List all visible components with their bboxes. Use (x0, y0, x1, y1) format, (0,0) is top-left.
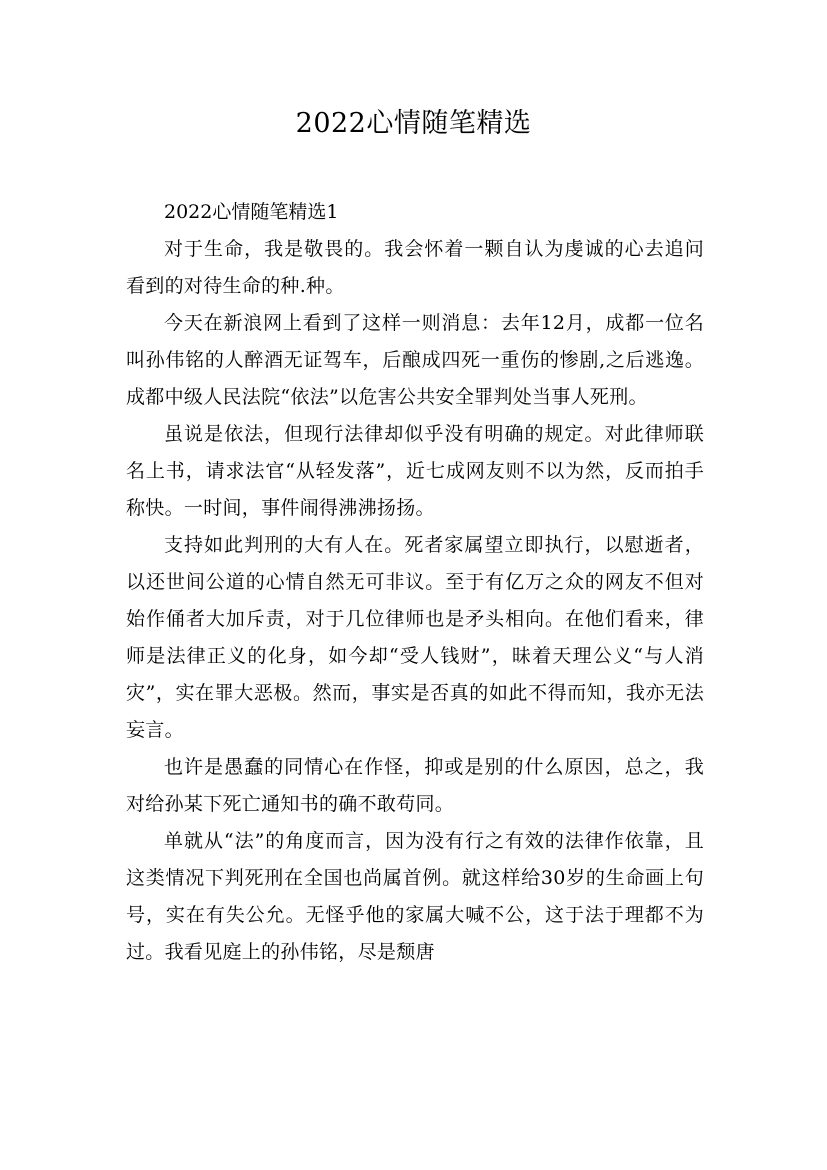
paragraph: 支持如此判刑的大有人在。死者家属望立即执行，以慰逝者，以还世间公道的心情自然无可非议。至于有亿万之众的网友不但对始作俑者大加斥责，对于几位律师也是矛头相向。在他们看来，律师是法律正义的化身，如今却“受人钱财”，昧着天理公义“与人消灾”，实在罪大恶极。然而，事实是否真的如此不得而知，我亦无法妄言。 (126, 534, 704, 741)
paragraph: 对于生命，我是敬畏的。我会怀着一颗自认为虔诚的心去追问看到的对待生命的种.种。 (126, 238, 704, 297)
paragraph: 虽说是依法，但现行法律却似乎没有明确的规定。对此律师联名上书，请求法官“从轻发落”，近七成网友则不以为然，反而拍手称快。一时间，事件闹得沸沸扬扬。 (126, 423, 704, 519)
paragraph: 也许是愚蠢的同情心在作怪，抑或是别的什么原因，总之，我对给孙某下死亡通知书的确不敢苟同。 (126, 756, 704, 815)
document-title: 2022心情随笔精选 (295, 108, 532, 139)
paragraph: 今天在新浪网上看到了这样一则消息：去年12月，成都一位名叫孙伟铭的人醉酒无证驾车，后酿成四死一重伤的惨剧,之后逃逸。成都中级人民法院“依法”以危害公共安全罪判处当事人死刑。 (126, 312, 704, 408)
document-body (126, 194, 704, 971)
paragraph: 单就从“法”的角度而言，因为没有行之有效的法律作依靠，且这类情况下判死刑在全国也尚属首例。就这样给30岁的生命画上句号，实在有失公允。无怪乎他的家属大喊不公，这于法于理都不为过。我看见庭上的孙伟铭，尽是颓唐 (126, 830, 704, 963)
section-heading: 2022心情随笔精选1 (164, 201, 339, 223)
